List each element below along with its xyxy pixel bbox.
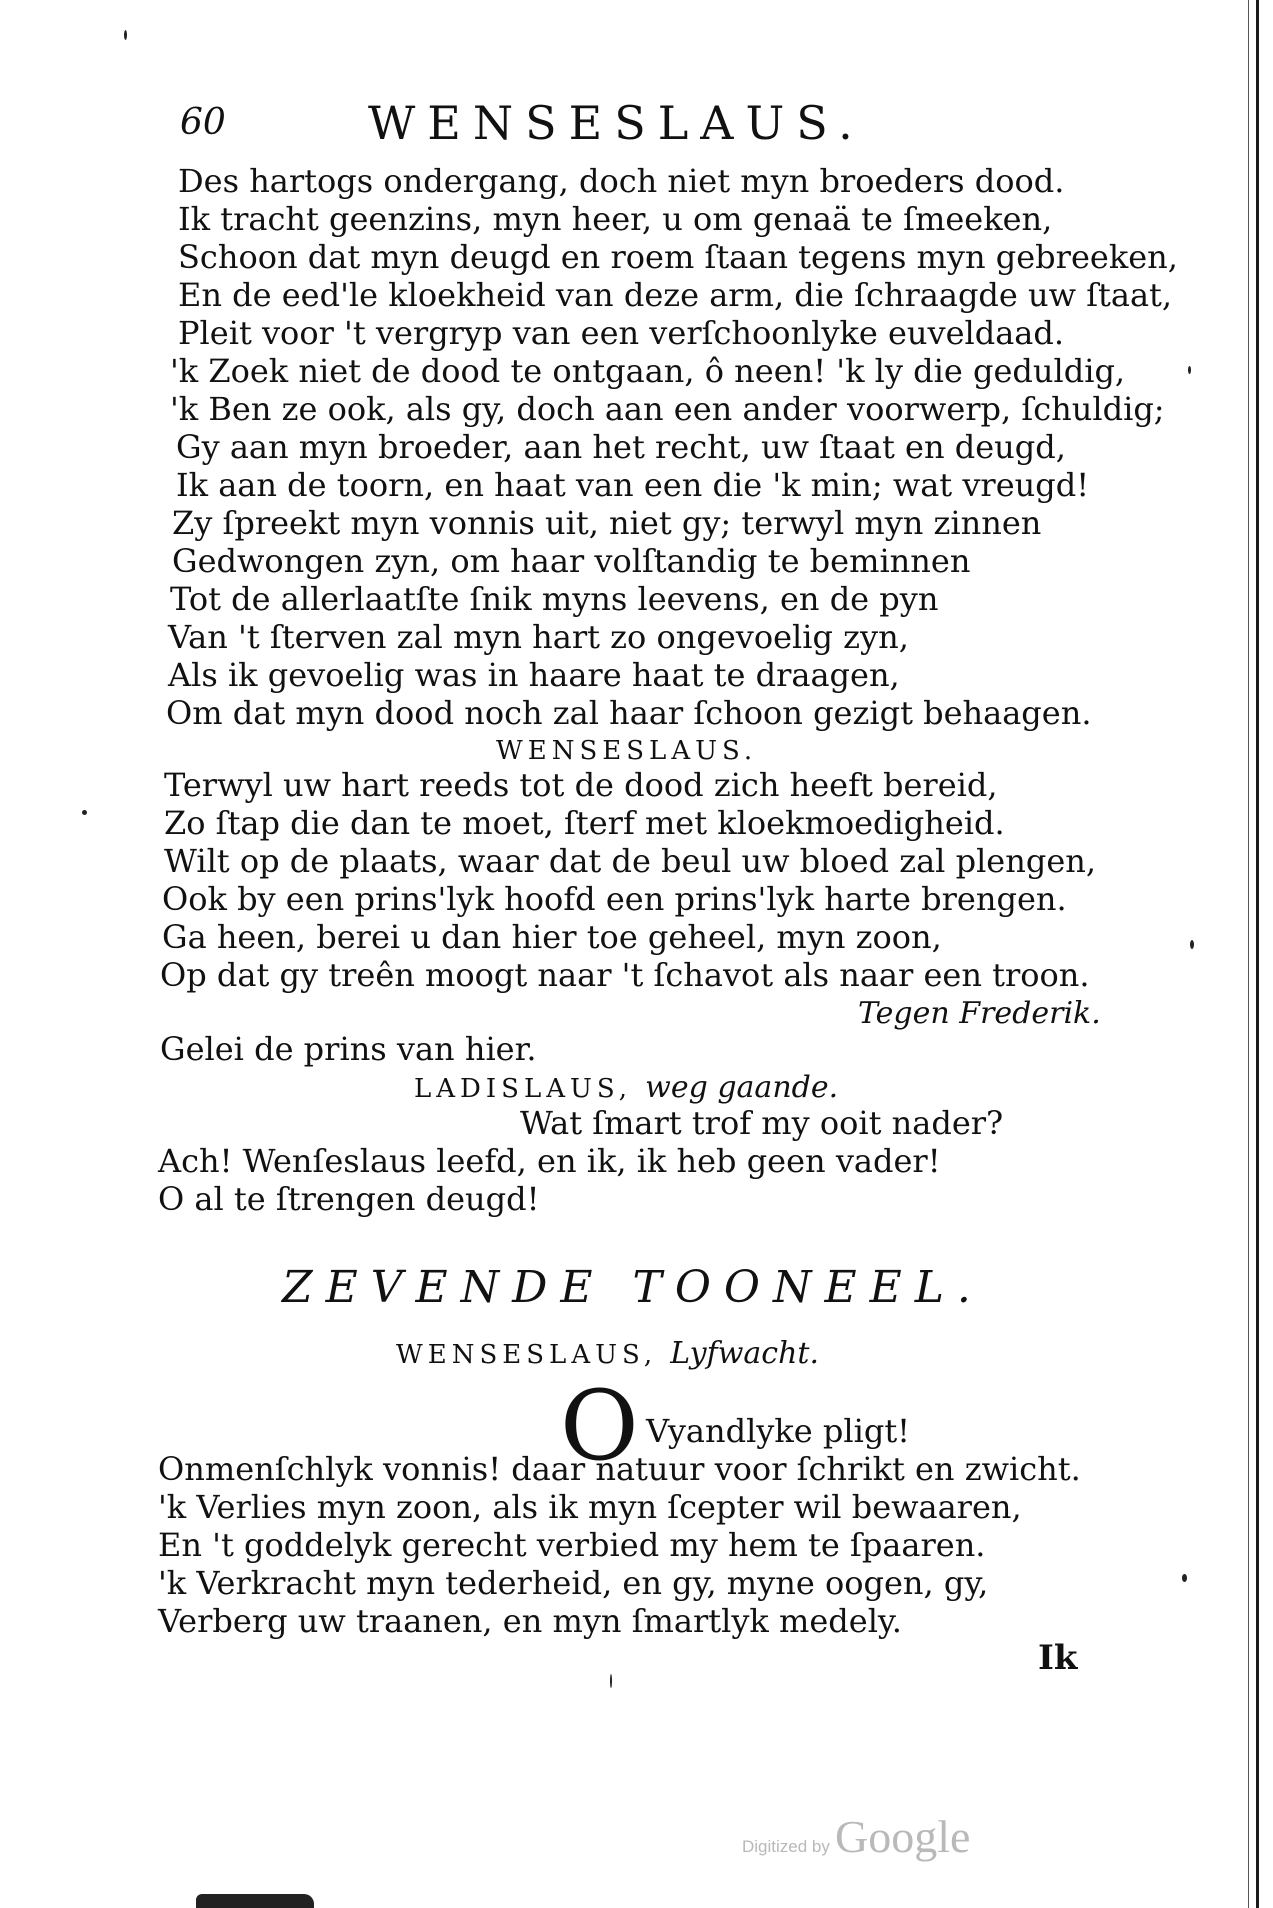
ink-blot [196, 1894, 314, 1908]
verse-line: Gy aan myn broeder, aan het recht, uw ſtaat en deugd, [176, 428, 1066, 466]
verse-line: 'k Ben ze ook, als gy, doch aan een ander voorwerp, ſchuldig; [170, 390, 1165, 428]
speaker-name: WENSESLAUS, [396, 1340, 658, 1370]
speaker-heading [414, 1070, 838, 1105]
verse-line: Gelei de prins van hier. [160, 1030, 537, 1068]
watermark-brand: Google [834, 1811, 971, 1862]
verse-line: Gedwongen zyn, om haar volſtandig te beminnen [172, 542, 971, 580]
stage-direction: weg gaande. [645, 1070, 839, 1105]
running-head: WENSESLAUS. [368, 96, 865, 150]
drop-cap: O [560, 1370, 639, 1482]
verse-line: Als ik gevoelig was in haare haat te draagen, [168, 656, 900, 694]
page-edge-line [1248, 0, 1249, 1908]
ink-speck [1182, 1574, 1187, 1582]
scene-cast [396, 1336, 819, 1371]
verse-line: Ga heen, berei u dan hier toe geheel, myn zoon, [162, 918, 942, 956]
verse-line: Om dat myn dood noch zal haar ſchoon gezigt behaagen. [166, 694, 1092, 732]
ink-speck [1188, 366, 1191, 374]
stage-direction: Tegen Frederik. [858, 996, 1101, 1031]
verse-line: Van 't ſterven zal myn hart zo ongevoelig zyn, [168, 618, 909, 656]
verse-line: Pleit voor 't vergryp van een verſchoonlyke euveldaad. [178, 314, 1065, 352]
verse-line: En de eed'le kloekheid van deze arm, die ſchraagde uw ſtaat, [178, 276, 1173, 314]
page-number: 60 [180, 102, 226, 143]
stage-direction: Lyfwacht. [670, 1336, 819, 1371]
verse-line: 'k Zoek niet de dood te ontgaan, ô neen! 'k ly die geduldig, [170, 352, 1126, 390]
verse-line: Terwyl uw hart reeds tot de dood zich heeft bereid, [164, 766, 998, 804]
verse-line: Onmenſchlyk vonnis! daar natuur voor ſchrikt en zwicht. [158, 1450, 1081, 1488]
page-header [180, 96, 940, 156]
verse-line: O al te ſtrengen deugd! [158, 1180, 540, 1218]
digitized-watermark [742, 1810, 970, 1863]
verse-line: Op dat gy treên moogt naar 't ſchavot als naar een troon. [160, 956, 1090, 994]
verse-line: Verberg uw traanen, en myn ſmartlyk medely. [158, 1602, 902, 1640]
speaker-name: WENSESLAUS. [496, 736, 758, 766]
ink-speck [1190, 940, 1194, 949]
speaker-name: LADISLAUS, [414, 1074, 633, 1104]
page-edge [1256, 0, 1259, 1908]
verse-line: Vyandlyke pligt! [646, 1412, 911, 1450]
verse-line: 'k Verlies myn zoon, als ik myn ſcepter wil bewaaren, [158, 1488, 1022, 1526]
scene-heading: ZEVENDE TOONEEL. [282, 1262, 984, 1313]
catchword: Ik [1038, 1638, 1078, 1678]
verse-line: Schoon dat myn deugd en roem ſtaan tegens myn gebreeken, [178, 238, 1178, 276]
ink-speck [82, 810, 87, 815]
verse-line: Tot de allerlaatſte ſnik myns leevens, en de pyn [170, 580, 939, 618]
ink-speck [124, 30, 127, 40]
verse-line: Ik tracht geenzins, myn heer, u om genaä te ſmeeken, [178, 200, 1053, 238]
verse-line: Zo ſtap die dan te moet, ſterf met kloekmoedigheid. [164, 804, 1005, 842]
verse-line: En 't goddelyk gerecht verbied my hem te ſpaaren. [158, 1526, 986, 1564]
verse-line: Ik aan de toorn, en haat van een die 'k min; wat vreugd! [176, 466, 1090, 504]
verse-line: Wilt op de plaats, waar dat de beul uw bloed zal plengen, [164, 842, 1097, 880]
watermark-prefix: Digitized by [742, 1837, 830, 1856]
verse-line: Des hartogs ondergang, doch niet myn broeders dood. [178, 162, 1065, 200]
verse-line: Wat ſmart trof my ooit nader? [520, 1104, 1004, 1142]
ink-speck [610, 1674, 612, 1688]
verse-line: Ook by een prins'lyk hoofd een prins'lyk harte brengen. [162, 880, 1067, 918]
verse-line: 'k Verkracht myn tederheid, en gy, myne oogen, gy, [158, 1564, 989, 1602]
verse-line: Ach! Wenſeslaus leefd, en ik, ik heb geen vader! [158, 1142, 941, 1180]
verse-line: Zy ſpreekt myn vonnis uit, niet gy; terwyl myn zinnen [172, 504, 1042, 542]
